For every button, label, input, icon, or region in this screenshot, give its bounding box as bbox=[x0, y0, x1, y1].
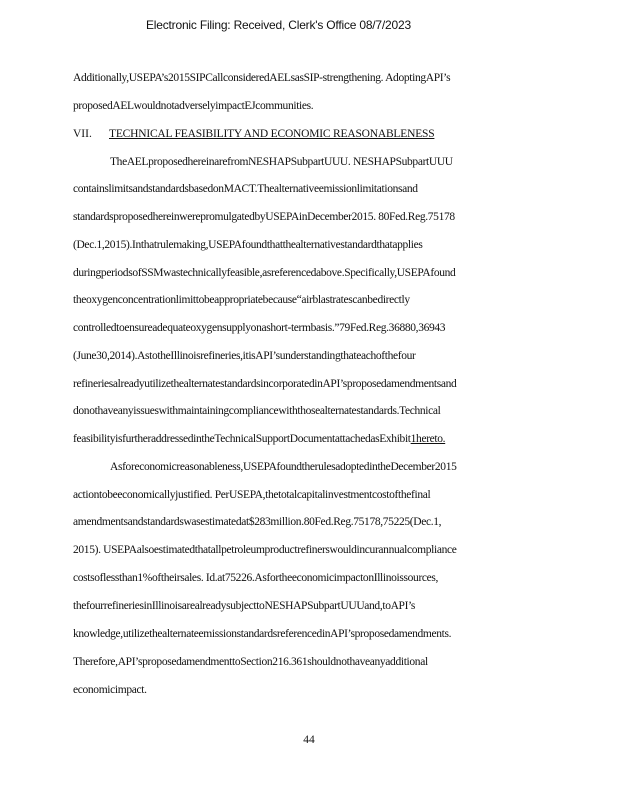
body-line: proposedAELwouldnotadverselyimpactEJcommunities. bbox=[73, 100, 314, 112]
body-line: amendmentsandstandardswasestimatedat$283million.80Fed.Reg.75178,75225(Dec.1, bbox=[73, 516, 442, 528]
exhibit-link[interactable]: 1hereto. bbox=[410, 433, 446, 445]
page-number: 44 bbox=[303, 734, 315, 746]
body-line: costsoflessthan1%oftheirsales. Id.at75226.AsfortheeconomicimpactonIllinoissources, bbox=[73, 572, 439, 584]
filing-stamp-header: Electronic Filing: Received, Clerk's Office 08/7/2023 bbox=[146, 18, 411, 32]
body-line: controlledtoensureadequateoxygensupplyonashort-termbasis.”79Fed.Reg.36880,36943 bbox=[73, 322, 446, 334]
body-line: knowledge,utilizethealternateemissionstandardsreferencedinAPI’sproposedamendments. bbox=[73, 628, 452, 640]
body-line: 2015). USEPAalsoestimatedthatallpetroleumproductrefinerswouldincurannualcompliance bbox=[73, 544, 457, 556]
body-line: thefourrefineriesinIllinoisarealreadysubjecttoNESHAPSubpartUUUand,toAPI’s bbox=[73, 600, 416, 612]
body-line bbox=[73, 433, 445, 445]
body-line: (June30,2014).AstotheIllinoisrefineries,itisAPI’sunderstandingthateachofthefour bbox=[73, 350, 416, 362]
body-line: Asforeconomicreasonableness,USEPAfoundtherulesadoptedintheDecember2015 bbox=[110, 461, 457, 473]
body-line: refineriesalreadyutilizethealternatestandardsincorporatedinAPI’sproposedamendmentsand bbox=[73, 378, 457, 390]
body-line: Additionally,USEPA’s2015SIPCallconsideredAELsasSIP-strengthening. AdoptingAPI’s bbox=[73, 72, 451, 84]
body-line: standardsproposedhereinwerepromulgatedbyUSEPAinDecember2015. 80Fed.Reg.75178 bbox=[73, 211, 455, 223]
body-line: actiontobeeconomicallyjustified. PerUSEPA,thetotalcapitalinvestmentcostofthefinal bbox=[73, 489, 431, 501]
body-line: donothaveanyissueswithmaintainingcompliancewiththosealternatestandards.Technical bbox=[73, 405, 441, 417]
section-title: TECHNICAL FEASIBILITY AND ECONOMIC REASONABLENESS bbox=[109, 128, 435, 140]
section-number: VII. bbox=[73, 128, 92, 140]
body-line: containslimitsandstandardsbasedonMACT.Thealternativeemissionlimitationsand bbox=[73, 183, 418, 195]
body-line: duringperiodsofSSMwastechnicallyfeasible,asreferencedabove.Specifically,USEPAfound bbox=[73, 267, 456, 279]
body-line: (Dec.1,2015).Inthatrulemaking,USEPAfoundthatthealternativestandardthatapplies bbox=[73, 239, 423, 251]
body-line: economicimpact. bbox=[73, 684, 147, 696]
body-line: TheAELproposedhereinarefromNESHAPSubpartUUU. NESHAPSubpartUUU bbox=[110, 156, 453, 168]
body-line-text: feasibilityisfurtheraddressedintheTechnicalSupportDocumentattachedasExhibit bbox=[73, 433, 411, 445]
body-line: Therefore,API’sproposedamendmenttoSection216.361shouldnothaveanyadditional bbox=[73, 656, 428, 668]
body-line: theoxygenconcentrationlimittobeappropriatebecause“airblastratescanbedirectly bbox=[73, 294, 410, 306]
